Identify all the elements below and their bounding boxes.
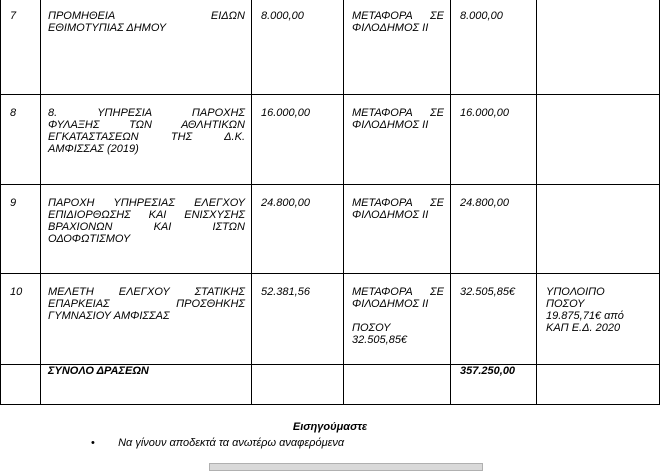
recommendation-text: Να γίνουν αποδεκτά τα ανωτέρω αναφερόμενα (118, 437, 345, 449)
action-description: 8. ΥΠΗΡΕΣΙΑ ΠΑΡΟΧΗΣ ΦΥΛΑΞΗΣ ΤΩΝ ΑΘΛΗΤΙΚΩΝ ΕΓΚΑΤΑΣΤΑΣΕΩΝ ΤΗΣ Δ.Κ. ΑΜΦΙΣΣΑΣ (2019) (41, 95, 252, 185)
transfer-amount: 32.505,85€ (451, 274, 537, 365)
action-description: ΠΑΡΟΧΗ ΥΠΗΡΕΣΙΑΣ ΕΛΕΓΧΟΥ ΕΠΙΔΙΟΡΘΩΣΗΣ ΚΑΙ ΕΝΙΣΧΥΣΗΣ ΒΡΑΧΙΟΝΩΝ ΚΑΙ ΙΣΤΩΝ ΟΔΟΦΩΤΙΣΜΟΥ (41, 185, 252, 274)
total-empty-cell (537, 365, 660, 405)
budget-amount: 8.000,00 (252, 0, 344, 95)
row-number: 10 (1, 274, 41, 365)
total-empty-cell (1, 365, 41, 405)
recommendation-list-item (91, 437, 344, 449)
action-description: ΠΡΟΜΗΘΕΙΑ ΕΙΔΩΝ ΕΘΙΜΟΤΥΠΙΑΣ ΔΗΜΟΥ (41, 0, 252, 95)
action-description: ΜΕΛΕΤΗ ΕΛΕΓΧΟΥ ΣΤΑΤΙΚΗΣ ΕΠΑΡΚΕΙΑΣ ΠΡΟΣΘΗΚΗΣ ΓΥΜΝΑΣΙΟΥ ΑΜΦΙΣΣΑΣ (41, 274, 252, 365)
row-number: 8 (1, 95, 41, 185)
total-label: ΣΥΝΟΛΟ ΔΡΑΣΕΩΝ (41, 365, 252, 405)
bullet-icon: • (91, 437, 95, 449)
funding-source: ΜΕΤΑΦΟΡΑ ΣΕ ΦΙΛΟΔΗΜΟΣ ΙΙ ΠΟΣΟΥ 32.505,85€ (344, 274, 451, 365)
funding-source: ΜΕΤΑΦΟΡΑ ΣΕ ΦΙΛΟΔΗΜΟΣ ΙΙ (344, 0, 451, 95)
budget-amount: 52.381,56 (252, 274, 344, 365)
row-number: 9 (1, 185, 41, 274)
footer-scrollbar[interactable] (209, 463, 483, 471)
remarks (537, 0, 660, 95)
table-row (1, 0, 660, 95)
transfer-amount: 16.000,00 (451, 95, 537, 185)
row-number: 7 (1, 0, 41, 95)
table-row (1, 95, 660, 185)
table-row (1, 185, 660, 274)
funding-source: ΜΕΤΑΦΟΡΑ ΣΕ ΦΙΛΟΔΗΜΟΣ ΙΙ (344, 95, 451, 185)
total-amount: 357.250,00 (451, 365, 537, 405)
funding-source: ΜΕΤΑΦΟΡΑ ΣΕ ΦΙΛΟΔΗΜΟΣ ΙΙ (344, 185, 451, 274)
transfer-amount: 24.800,00 (451, 185, 537, 274)
remarks (537, 185, 660, 274)
transfer-amount: 8.000,00 (451, 0, 537, 95)
table-row (1, 274, 660, 365)
budget-amount: 16.000,00 (252, 95, 344, 185)
budget-amount: 24.800,00 (252, 185, 344, 274)
total-empty-cell (252, 365, 344, 405)
remarks (537, 95, 660, 185)
recommendation-heading: Εισηγούμαστε (292, 421, 368, 433)
total-row (1, 365, 660, 405)
remarks: ΥΠΟΛΟΙΠΟ ΠΟΣΟΥ 19.875,71€ από ΚΑΠ Ε.Δ. 2020 (537, 274, 660, 365)
total-empty-cell (344, 365, 451, 405)
